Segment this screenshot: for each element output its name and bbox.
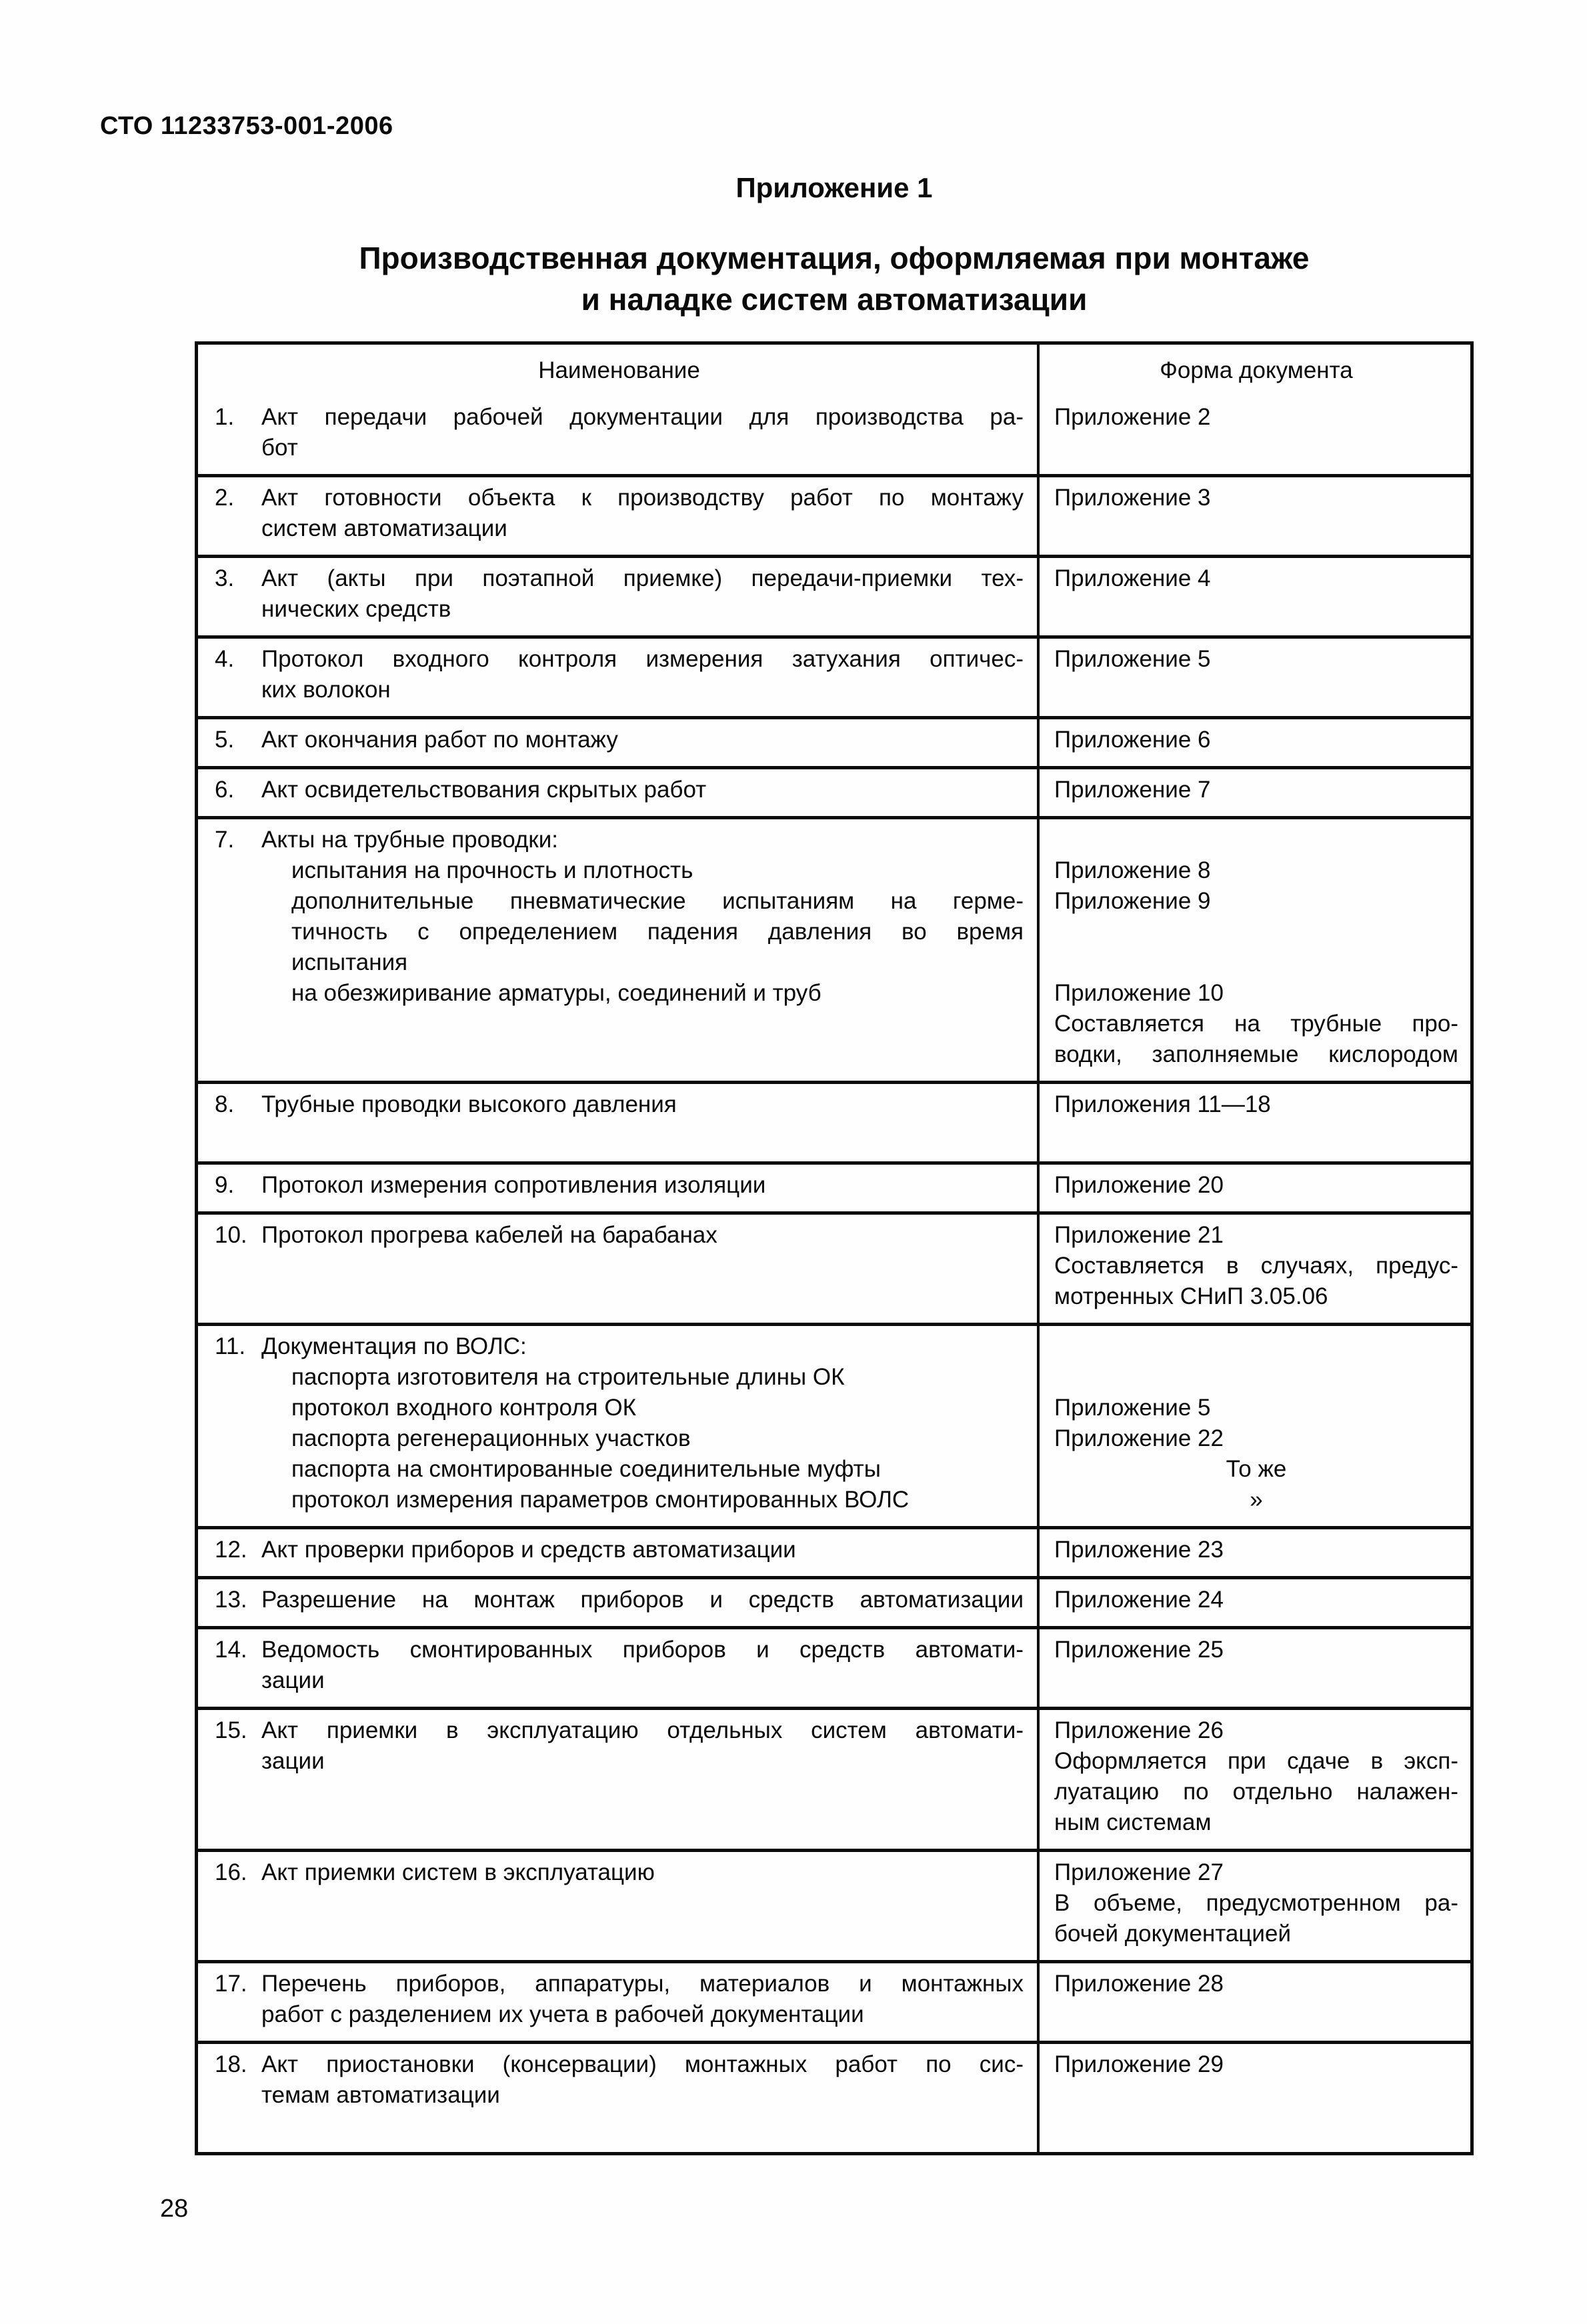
row-line xyxy=(215,2111,1024,2141)
row-number: 4. xyxy=(215,646,235,672)
row-line: Приложение 10 xyxy=(1054,980,1224,1006)
row-line: паспорта регенерационных участков xyxy=(291,1425,691,1451)
row-line: 12. Акт проверки приборов и средств автоматизации xyxy=(215,1535,1024,1565)
row-line: бот xyxy=(261,435,298,461)
table-row xyxy=(198,1323,1470,1526)
row-line: Приложение 20 xyxy=(1054,1172,1224,1198)
row-number: 11. xyxy=(215,1333,246,1359)
row-number: 13. xyxy=(215,1587,247,1613)
row-line: 18. Акт приостановки (консервации) монтажных работ по сис- xyxy=(215,2049,1024,2080)
row-line: То же xyxy=(1226,1456,1287,1482)
name-cell xyxy=(198,1852,1037,1960)
name-cell xyxy=(198,1084,1037,1161)
table-header-row xyxy=(198,345,1470,397)
name-cell xyxy=(198,1326,1037,1526)
table-row xyxy=(198,1626,1470,1707)
row-line: 6. Акт освидетельствования скрытых работ xyxy=(215,775,1024,805)
row-line: Приложение 27 xyxy=(1054,1859,1224,1885)
row-line: Приложение 28 xyxy=(1054,1971,1224,1997)
table-row xyxy=(198,474,1470,555)
row-line: Приложение 25 xyxy=(1054,1637,1224,1663)
row-line: 8. Трубные проводки высокого давления xyxy=(215,1089,1024,1120)
column-header-form: Форма документа xyxy=(1037,345,1470,397)
row-line: 4. Протокол входного контроля измерения затухания оптичес- xyxy=(215,644,1024,675)
row-line: паспорта на смонтированные соединительные муфты xyxy=(291,1456,881,1482)
form-cell xyxy=(1037,1326,1470,1526)
row-line: Приложение 7 xyxy=(1054,777,1211,803)
name-cell xyxy=(198,1529,1037,1576)
name-cell xyxy=(198,639,1037,716)
name-cell xyxy=(198,2044,1037,2152)
row-line: систем автоматизации xyxy=(261,515,507,541)
name-cell xyxy=(198,1579,1037,1626)
row-number: 1. xyxy=(215,404,235,430)
row-line: мотренных СНиП 3.05.06 xyxy=(1054,1283,1328,1309)
table-row xyxy=(198,2041,1470,2152)
form-cell xyxy=(1037,1963,1470,2041)
row-number: 9. xyxy=(215,1172,235,1198)
row-number: 2. xyxy=(215,485,235,511)
table-row xyxy=(198,816,1470,1081)
name-cell xyxy=(198,1165,1037,1211)
table-row xyxy=(198,1960,1470,2041)
name-cell xyxy=(198,719,1037,766)
row-line: Приложение 2 xyxy=(1054,404,1211,430)
form-cell xyxy=(1037,1579,1470,1626)
row-line: 16. Акт приемки систем в эксплуатацию xyxy=(215,1857,1024,1888)
name-cell xyxy=(198,397,1037,474)
row-line: зации xyxy=(261,1748,325,1774)
row-number: 16. xyxy=(215,1859,247,1885)
table-row xyxy=(198,1081,1470,1161)
row-line: ным системам xyxy=(1054,1809,1212,1835)
form-cell xyxy=(1037,1852,1470,1960)
appendix-label: Приложение 1 xyxy=(735,172,933,203)
row-line xyxy=(1054,1362,1458,1393)
row-line: протокол входного контроля ОК xyxy=(291,1395,636,1421)
row-line: 17. Перечень приборов, аппаратуры, материалов и монтажных xyxy=(215,1969,1024,1999)
name-cell xyxy=(198,558,1037,635)
name-cell xyxy=(198,1710,1037,1849)
row-number: 5. xyxy=(215,727,235,753)
row-number: 14. xyxy=(215,1637,247,1663)
row-line: 13. Разрешение на монтаж приборов и средств автоматизации xyxy=(215,1585,1024,1615)
row-line xyxy=(1054,825,1458,855)
column-header-name: Наименование xyxy=(538,357,700,383)
form-cell xyxy=(1037,1215,1470,1323)
table-row xyxy=(198,1576,1470,1626)
row-line: Приложение 22 xyxy=(1054,1425,1224,1451)
row-line: тичность с определением падения давления во время xyxy=(291,919,1024,945)
documentation-table xyxy=(195,341,1474,2155)
page-title xyxy=(195,237,1474,320)
row-line: 3. Акт (акты при поэтапной приемке) передачи-приемки тех- xyxy=(215,563,1024,594)
row-line: испытания на прочность и плотность xyxy=(291,857,693,883)
table-row xyxy=(198,1526,1470,1576)
name-cell xyxy=(198,1629,1037,1707)
document-code: СТО 11233753-001-2006 xyxy=(100,112,393,140)
name-cell xyxy=(198,477,1037,555)
row-line: Приложение 6 xyxy=(1054,727,1211,753)
row-line: 10. Протокол прогрева кабелей на барабанах xyxy=(215,1220,1024,1251)
row-line: Составляется на трубные про- xyxy=(1054,1011,1458,1037)
form-cell xyxy=(1037,769,1470,816)
row-line: 11. Документация по ВОЛС: xyxy=(215,1331,1024,1362)
form-cell xyxy=(1037,397,1470,474)
row-number: 7. xyxy=(215,827,235,853)
row-line: Приложение 8 xyxy=(1054,857,1211,883)
row-line: зации xyxy=(261,1667,325,1693)
page-title-line-1: Производственная документация, оформляемая при монтаже xyxy=(359,241,1310,275)
row-line: Приложение 26 xyxy=(1054,1717,1224,1743)
row-line: Приложение 5 xyxy=(1054,1395,1211,1421)
row-line: Приложение 23 xyxy=(1054,1537,1224,1563)
row-line: 9. Протокол измерения сопротивления изоляции xyxy=(215,1170,1024,1201)
row-number: 8. xyxy=(215,1091,235,1117)
row-line xyxy=(1054,1331,1458,1362)
row-line: Приложение 4 xyxy=(1054,565,1211,591)
row-line: » xyxy=(1250,1487,1263,1513)
name-cell xyxy=(198,1215,1037,1323)
row-number: 3. xyxy=(215,565,235,591)
row-number: 10. xyxy=(215,1222,247,1248)
table-row xyxy=(198,1707,1470,1849)
page-number: 28 xyxy=(160,2195,189,2223)
row-line: 7. Акты на трубные проводки: xyxy=(215,825,1024,855)
row-line: Приложение 24 xyxy=(1054,1587,1224,1613)
table-row xyxy=(198,766,1470,816)
form-cell xyxy=(1037,1165,1470,1211)
form-cell xyxy=(1037,1629,1470,1707)
row-line: Приложение 9 xyxy=(1054,888,1211,914)
row-number: 17. xyxy=(215,1971,247,1997)
row-line: нических средств xyxy=(261,596,451,622)
table-row xyxy=(198,555,1470,635)
form-cell xyxy=(1037,639,1470,716)
page-title-line-2: и наладке систем автоматизации xyxy=(581,282,1088,317)
row-line: 15. Акт приемки в эксплуатацию отдельных систем автомати- xyxy=(215,1715,1024,1746)
table-row xyxy=(198,1161,1470,1211)
table-row xyxy=(198,397,1470,474)
table-body xyxy=(198,397,1470,2152)
row-line: Приложение 29 xyxy=(1054,2051,1224,2077)
row-line: темам автоматизации xyxy=(261,2082,500,2108)
row-line xyxy=(1054,947,1458,978)
row-line: на обезжиривание арматуры, соединений и труб xyxy=(291,980,822,1006)
name-cell xyxy=(198,819,1037,1081)
row-line: В объеме, предусмотренном ра- xyxy=(1054,1890,1458,1916)
row-number: 12. xyxy=(215,1537,247,1563)
row-line: водки, заполняемые кислородом xyxy=(1054,1041,1458,1067)
form-cell xyxy=(1037,1529,1470,1576)
row-line: ких волокон xyxy=(261,677,391,703)
row-line: Приложение 5 xyxy=(1054,646,1211,672)
row-line: 14. Ведомость смонтированных приборов и средств автомати- xyxy=(215,1635,1024,1665)
name-cell xyxy=(198,769,1037,816)
row-line: Приложения 11—18 xyxy=(1054,1091,1271,1117)
row-line: протокол измерения параметров смонтированных ВОЛС xyxy=(291,1487,910,1513)
row-number: 18. xyxy=(215,2051,247,2077)
table-row xyxy=(198,1849,1470,1960)
form-cell xyxy=(1037,477,1470,555)
row-line: Оформляется при сдаче в эксп- xyxy=(1054,1748,1458,1774)
name-cell xyxy=(198,1963,1037,2041)
row-line: 5. Акт окончания работ по монтажу xyxy=(215,725,1024,755)
form-cell xyxy=(1037,819,1470,1081)
table-row xyxy=(198,716,1470,766)
row-number: 15. xyxy=(215,1717,247,1743)
row-line: Приложение 3 xyxy=(1054,485,1211,511)
row-line xyxy=(1054,917,1458,947)
row-line: бочей документацией xyxy=(1054,1921,1291,1947)
row-line: Приложение 21 xyxy=(1054,1222,1224,1248)
row-line: паспорта изготовителя на строительные длины ОК xyxy=(291,1364,845,1390)
row-line: 2. Акт готовности объекта к производству работ по монтажу xyxy=(215,483,1024,513)
table-row xyxy=(198,635,1470,716)
row-line: Составляется в случаях, предус- xyxy=(1054,1253,1458,1279)
row-line: дополнительные пневматические испытаниям на герме- xyxy=(291,888,1024,914)
form-cell xyxy=(1037,2044,1470,2152)
form-cell xyxy=(1037,719,1470,766)
row-line: испытания xyxy=(291,949,408,975)
row-line xyxy=(215,1120,1024,1151)
table-row xyxy=(198,1211,1470,1323)
form-cell xyxy=(1037,1084,1470,1161)
row-number: 6. xyxy=(215,777,235,803)
row-line: работ с разделением их учета в рабочей документации xyxy=(261,2001,864,2027)
row-line: 1. Акт передачи рабочей документации для производства ра- xyxy=(215,402,1024,433)
form-cell xyxy=(1037,1710,1470,1849)
row-line: луатацию по отдельно налажен- xyxy=(1054,1779,1458,1805)
form-cell xyxy=(1037,558,1470,635)
